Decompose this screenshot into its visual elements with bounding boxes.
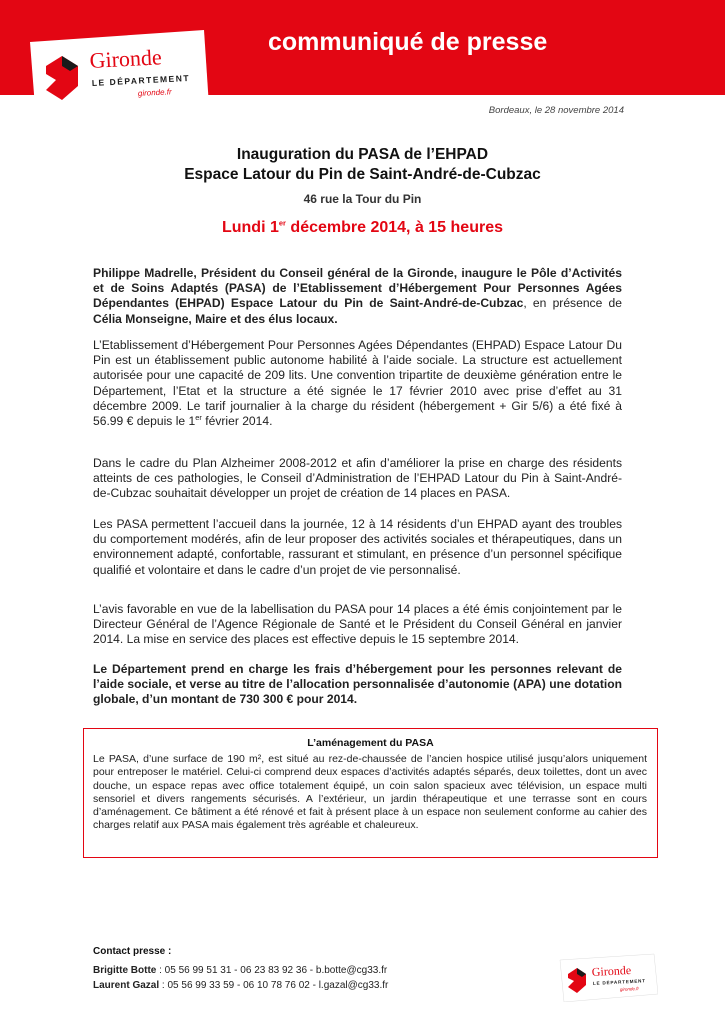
logo-subtitle: LE DÉPARTEMENT [91,72,191,88]
date-line: Bordeaux, le 28 novembre 2014 [488,105,624,116]
info-box [83,728,658,858]
paragraph-pasa: Les PASA permettent l’accueil dans la journée, 12 à 14 résidents d’un EHPAD ayant des troubles du comportement modérés, afin de leur proposer des activités sociales et thérapeutiques, dans un environnement adapté, confortable, rassurant et stimulant, en présence d’un personnel spécifique qualifié et volontaire et dans le cadre d’un projet de vie personnalisé. [93,517,622,577]
contact-line: Brigitte Botte : 05 56 99 51 31 - 06 23 83 92 36 - b.botte@cg33.fr [93,965,388,976]
intro-paragraph: Philippe Madrelle, Président du Conseil général de la Gironde, inaugure le Pôle d’Activités et de Soins Adaptés (PASA) de l’Etablissement d’Hébergement Pour Personnes Agées Dépendantes (EHPAD) Espace Latour du Pin de Saint-André-de-Cubzac, en présence de Célia Monseigne, Maire et des élus locaux. [93,266,622,326]
info-box-title: L’aménagement du PASA [307,737,434,749]
gironde-logo [26,28,209,120]
svg-text:gironde.fr: gironde.fr [619,986,640,992]
paragraph-establishment: L’Etablissement d’Hébergement Pour Personnes Agées Dépendantes (EHPAD) Espace Latour Du Pin est un établissement public autonome habilité à l’aide sociale. La structure est actuellement autorisée pour une capacité de 209 lits. Une convention tripartite de deuxième génération entre le Département, l’Etat et la structure a été signée le 17 février 2010 avec prise d’effet au 31 décembre 2009. Le tarif journalier à la charge du résident (hébergement + Gir 5/6) a été fixé à 56.99 € depuis le 1er février 2014. [93,338,622,429]
paragraph-funding: Le Département prend en charge les frais d’hébergement pour les personnes relevant de l’aide sociale, et verse au titre de l’allocation personnalisée d’autonomie (APA) une dotation globale, d’un montant de 730 300 € pour 2014. [93,662,622,707]
event-datetime: Lundi 1er décembre 2014, à 15 heures [221,218,503,236]
logo-name: Gironde [88,44,163,73]
info-box-text: Le PASA, d’une surface de 190 m², est situé au rez-de-chaussée de l’ancien hospice utilisé jusqu’alors uniquement pour entreposer le matériel. Celui-ci comprend deux espaces d’activités adaptés séparés, deux toilettes, dont un avec douche, un espace repas avec office totalement équipé, un coin salon spacieux avec télévision, un espace multi sensoriel et divers rangements sécurisés. A l’extérieur, un jardin thérapeutique et une terrasse sont en cours d’aménagement. Ce bâtiment a été rénové et fait à présent place à un espace non seulement conforme au cahier des charges relatif aux PASA mais également très agréable et chaleureux. [93,753,647,832]
event-address: 46 rue la Tour du Pin [303,192,422,206]
paragraph-alzheimer: Dans le cadre du Plan Alzheimer 2008-2012 et afin d’améliorer la prise en charge des résidents atteints de ces pathologies, le Conseil d’Administration de l’EHPAD Latour du Pin à Saint-André-de-Cubzac souhaitait développer un projet de création de 14 places en PASA. [93,456,622,501]
contact-heading: Contact presse : [93,946,172,957]
headline-line1: Inauguration du PASA de l’EHPAD [236,146,489,163]
gironde-logo-footer [558,952,658,1002]
svg-text:Gironde: Gironde [591,962,632,979]
paragraph-labellisation: L’avis favorable en vue de la labellisation du PASA pour 14 places a été émis conjointement par le Directeur Général de l’Agence Régionale de Santé et le Président du Conseil Général en janvier 2014. La mise en service des places est effective depuis le 15 septembre 2014. [93,602,622,647]
logo-url: gironde.fr [137,87,172,98]
page-title: communiqué de presse [268,28,548,56]
contact-line: Laurent Gazal : 05 56 99 33 59 - 06 10 78 76 02 - l.gazal@cg33.fr [93,980,389,991]
svg-text:LE DÉPARTEMENT: LE DÉPARTEMENT [592,978,646,986]
headline-line2: Espace Latour du Pin de Saint-André-de-Cubzac [184,166,541,183]
